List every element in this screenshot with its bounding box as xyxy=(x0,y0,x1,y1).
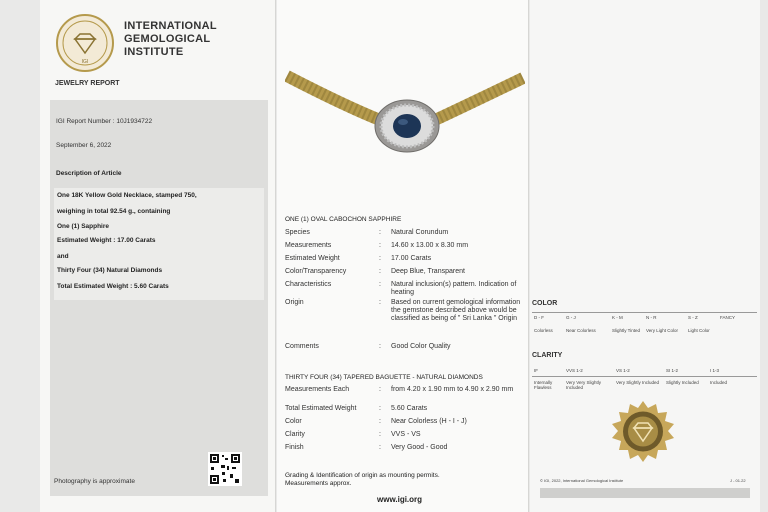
color-grade: N - R xyxy=(646,315,657,320)
necklace-photo xyxy=(285,68,525,158)
svg-text:IGI: IGI xyxy=(81,59,89,65)
spec-row: Measurements : 14.60 x 13.00 x 8.30 mm xyxy=(285,242,469,249)
spec-row: Comments : Good Color Quality xyxy=(285,343,451,350)
org-name: INTERNATIONAL GEMOLOGICAL INSTITUTE xyxy=(124,20,217,58)
security-strip xyxy=(540,488,750,498)
sapphire-heading: ONE (1) OVAL CABOCHON SAPPHIRE xyxy=(285,216,402,223)
clarity-desc: Internally Flawless xyxy=(534,380,553,390)
description-line: and xyxy=(57,253,69,260)
description-line: One (1) Sapphire xyxy=(57,223,110,230)
description-line: Estimated Weight : 17.00 Carats xyxy=(57,237,156,244)
form-code: J - 01.22 xyxy=(730,478,746,483)
details-panel xyxy=(277,0,529,512)
spec-row: Estimated Weight : 17.00 Carats xyxy=(285,255,432,262)
spec-row: Clarity : VVS - VS xyxy=(285,431,421,438)
photo-note: Photography is approximate xyxy=(54,478,135,485)
color-desc: Colorless xyxy=(534,328,553,333)
clarity-grade: VS 1-2 xyxy=(616,368,630,373)
igi-seal-logo xyxy=(55,13,115,73)
spec-row: Species : Natural Corundum xyxy=(285,229,449,236)
clarity-desc: Very Very Slightly Included xyxy=(566,380,602,390)
description-line: One 18K Yellow Gold Necklace, stamped 750, xyxy=(57,192,197,199)
report-cover-panel xyxy=(40,0,276,512)
color-desc: Very Light Color xyxy=(646,328,679,333)
spec-row: Finish : Very Good - Good xyxy=(285,444,448,451)
color-desc: Light Color xyxy=(688,328,710,333)
description-line: weighing in total 92.54 g., containing xyxy=(57,208,171,215)
clarity-desc: Very Slightly Included xyxy=(616,380,660,385)
description-line: Thirty Four (34) Natural Diamonds xyxy=(57,267,163,274)
clarity-grade: IF xyxy=(534,368,538,373)
report-number: IGI Report Number : 10J1934722 xyxy=(56,118,153,125)
clarity-grade: SI 1-2 xyxy=(666,368,679,373)
color-desc: Slightly Tinted xyxy=(612,328,641,333)
grading-scale-panel xyxy=(530,0,760,512)
color-grade: K - M xyxy=(612,315,623,320)
color-desc: Near Colorless xyxy=(566,328,596,333)
footer-note: Grading & Identification of origin as mounting permits. xyxy=(285,472,440,479)
color-heading: COLOR xyxy=(532,300,558,307)
spec-row: Color : Near Colorless (H - I - J) xyxy=(285,418,467,425)
report-date: September 6, 2022 xyxy=(56,142,112,149)
color-grade: G - J xyxy=(566,315,576,320)
divider xyxy=(532,312,757,313)
report-body xyxy=(50,100,268,496)
clarity-heading: CLARITY xyxy=(532,352,563,359)
footer-note: Measurements approx. xyxy=(285,480,352,487)
divider xyxy=(532,376,757,377)
clarity-grade: VVS 1-2 xyxy=(566,368,583,373)
spec-row: Characteristics : Natural inclusion(s) pattern. Indication of heating xyxy=(285,281,517,296)
color-grade: D - F xyxy=(534,315,544,320)
spec-row: Color/Transparency : Deep Blue, Transparent xyxy=(285,268,465,275)
description-box xyxy=(54,188,264,300)
description-heading: Description of Article xyxy=(56,170,122,177)
color-grade: FANCY xyxy=(720,315,736,320)
color-grade: S - Z xyxy=(688,315,698,320)
clarity-desc: Included xyxy=(710,380,728,385)
spec-row: Measurements Each : from 4.20 x 1.90 mm to 4.90 x 2.90 mm xyxy=(285,386,514,393)
copyright-text: © IGI, 2022, International Gemological Institute xyxy=(540,478,624,483)
hologram-seal-icon xyxy=(610,400,676,466)
qr-code-icon xyxy=(208,452,242,486)
clarity-grade: I 1-3 xyxy=(710,368,720,373)
website-link[interactable]: www.igi.org xyxy=(377,495,423,504)
report-title: JEWELRY REPORT xyxy=(55,80,120,87)
spec-row: Origin : Based on current gemological information the gemstone described above would be classified as being of " Sri Lanka " Origin xyxy=(285,299,521,322)
spec-row: Total Estimated Weight : 5.60 Carats xyxy=(285,405,428,412)
diamond-heading: THIRTY FOUR (34) TAPERED BAGUETTE - NATURAL DIAMONDS xyxy=(285,374,483,381)
clarity-desc: Slightly Included xyxy=(666,380,699,385)
description-line: Total Estimated Weight : 5.60 Carats xyxy=(57,283,169,290)
